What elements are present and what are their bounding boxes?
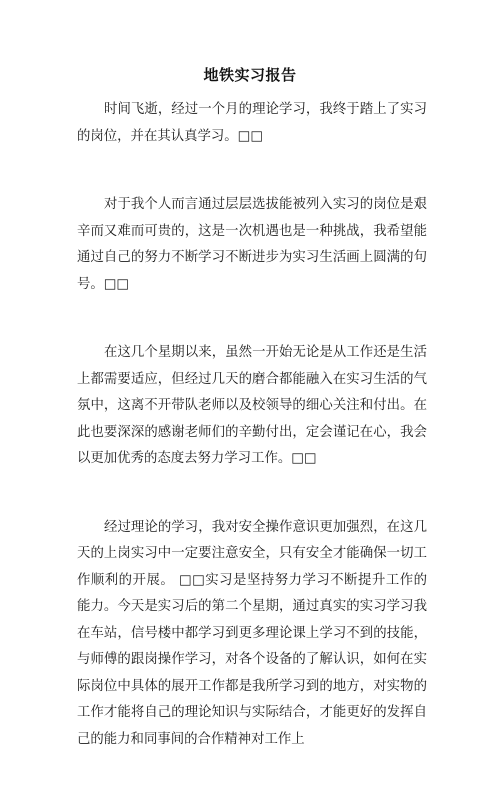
paragraph-3: 在这几个星期以来，虽然一开始无论是从工作还是生活上都需要适应，但经过几天的磨合都能融入在实习生活的气氛中，这离不开带队老师以及校领导的细心关注和付出。在此也要深深的感谢老师们的辛勤付出，定会谨记在心，我会以更加优秀的态度去努力学习工作。□□ xyxy=(77,345,427,466)
paragraph-2: 对于我个人而言通过层层选拔能被列入实习的岗位是艰辛而又难而可贵的，这是一次机遇也是一种挑战，我希望能通过自己的努力不断学习不断进步为实习生活画上圆满的句号。□□ xyxy=(77,197,427,292)
document-body xyxy=(77,97,427,795)
paragraph-4: 经过理论的学习，我对安全操作意识更加强烈，在这几天的上岗实习中一定要注意安全，只有安全才能确保一切工作顺利的开展。 □□实习是坚持努力学习不断提升工作的能力。今天是实习后的第二个星期，通过真实的实习学习我在车站，信号楼中都学习到更多理论课上学习不到的技能，与师傅的跟岗操作学习，对各个设备的了解认识，如何在实际岗位中具体的展开工作都是我所学习到的地方，对实物的工作才能将自己的理论知识与实际结合，才能更好的发挥自己的能力和同事间的合作精神对工作上 xyxy=(77,519,427,747)
document-title: 地铁实习报告 xyxy=(203,66,297,84)
paragraph-1: 时间飞逝，经过一个月的理论学习，我终于踏上了实习的岗位，并在其认真学习。□□ xyxy=(77,102,427,144)
